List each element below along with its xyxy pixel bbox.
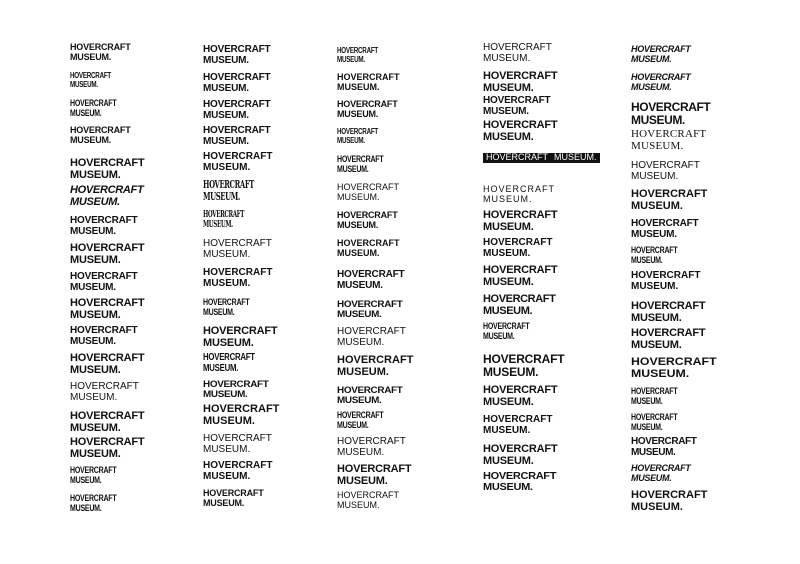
logo-line-museum: MUSEUM. [631,254,663,265]
logo-line-hovercraft: HOVERCRAFT [70,493,117,503]
logo-line-hovercraft: HOVERCRAFT [483,321,530,331]
logo-line-museum: MUSEUM. [483,105,529,117]
logo-variant [70,437,144,461]
logo-variant [337,183,399,202]
logo-line-museum: MUSEUM. [631,500,683,513]
logo-line-museum: MUSEUM. [70,51,112,62]
logo-line-museum: MUSEUM. [203,362,239,374]
logo-variant [631,387,677,406]
logo-line-hovercraft: HOVERCRAFT [70,436,145,448]
logo-line-hovercraft: HOVERCRAFT [337,299,403,309]
logo-variant [631,219,698,241]
logo-line-museum: MUSEUM. [70,447,121,460]
logo-line-museum: MUSEUM. [483,52,531,64]
logo-line-hovercraft: HOVERCRAFT [337,182,400,192]
logo-variant [631,437,696,459]
logo-variant [70,411,144,435]
logo-line-museum: MUSEUM. [551,153,600,163]
logo-line-hovercraft: HOVERCRAFT [631,300,706,312]
logo-line-museum: MUSEUM. [70,79,98,89]
logo-line-hovercraft: HOVERCRAFT [337,99,398,109]
logo-line-hovercraft: HOVERCRAFT [203,488,264,498]
logo-line-museum: MUSEUM. [70,134,112,145]
logo-variant [203,45,270,67]
logo-column-3 [337,0,487,564]
logo-line-hovercraft: HOVERCRAFT [203,125,271,136]
logo-line-museum: MUSEUM. [337,247,380,258]
logo-variant [631,189,707,213]
logo-line-hovercraft: HOVERCRAFT [203,433,272,444]
logo-line-museum: MUSEUM. [337,308,382,319]
logo-line-museum: MUSEUM. [483,424,531,436]
logo-line-hovercraft: HOVERCRAFT [631,463,691,473]
logo-variant [70,494,116,513]
logo-line-hovercraft: HOVERCRAFT [70,71,111,80]
logo-line-hovercraft: HOVERCRAFT [337,490,400,500]
logo-line-hovercraft: HOVERCRAFT [70,381,139,392]
logo-line-hovercraft: HOVERCRAFT [203,325,278,337]
logo-line-hovercraft: HOVERCRAFT [337,46,378,55]
logo-variant [483,71,557,95]
logo-variant [631,271,700,293]
logo-variant [70,382,139,404]
logo-line-museum: MUSEUM. [203,135,249,147]
logo-variant [483,43,552,65]
logo-variant [337,47,378,64]
logo-line-museum: MUSEUM. [337,394,382,405]
logo-line-museum: MUSEUM. [631,472,672,483]
logo-line-museum: MUSEUM. [70,335,116,347]
logo-line-hovercraft: HOVERCRAFT [70,325,138,336]
logo-variant [337,386,402,405]
logo-line-hovercraft: HOVERCRAFT [203,403,280,415]
logo-line-museum: MUSEUM. [70,253,121,266]
logo-line-museum: MUSEUM. [631,311,682,324]
logo-variant [631,328,705,352]
logo-variant [631,45,691,64]
logo-line-hovercraft: HOVERCRAFT [70,465,117,475]
logo-line-hovercraft: HOVERCRAFT [203,210,245,220]
logo-line-hovercraft: HOVERCRAFT [631,188,708,200]
logo-line-hovercraft: HOVERCRAFT [203,151,273,162]
logo-line-hovercraft: HOVERCRAFT [337,210,398,220]
logo-line-hovercraft: HOVERCRAFT [483,42,552,53]
logo-variant [203,434,272,456]
logo-line-museum: MUSEUM. [70,281,116,293]
logo-line-hovercraft: HOVERCRAFT [631,245,678,255]
logo-line-hovercraft: HOVERCRAFT [337,72,400,82]
logo-variant [70,466,116,485]
logo-line-hovercraft: HOVERCRAFT [70,157,145,169]
logo-line-hovercraft: HOVERCRAFT [203,267,273,278]
logo-line-museum: MUSEUM. [203,470,251,482]
logo-variant [203,489,264,508]
logo-line-museum: MUSEUM. [70,168,121,181]
logo-line-museum: MUSEUM. [203,109,249,121]
logo-line-museum: MUSEUM. [631,199,683,212]
logo-line-hovercraft: HOVERCRAFT [203,99,271,110]
logo-column-1 [70,0,220,564]
logo-line-hovercraft: HOVERCRAFT [483,352,565,366]
logo-line-hovercraft: HOVERCRAFT [483,384,558,396]
logo-line-hovercraft: HOVERCRAFT [70,125,131,135]
logo-line-hovercraft: HOVERCRAFT [70,98,117,108]
logo-variant [70,326,137,348]
logo-variant [337,491,399,510]
logo-line-hovercraft: HOVERCRAFT [483,443,558,455]
logo-line-museum: MUSEUM. [203,443,251,455]
logo-line-museum: MUSEUM. [203,248,251,260]
logo-line-hovercraft: HOVERCRAFT [337,326,406,337]
logo-variant [70,185,143,209]
logo-line-museum: MUSEUM. [203,336,254,349]
logo-line-museum: MUSEUM. [631,170,679,182]
logo-line-museum: MUSEUM. [483,130,534,143]
logo-line-hovercraft: HOVERCRAFT [483,153,551,163]
logo-line-hovercraft: HOVERCRAFT [337,436,406,447]
logo-line-hovercraft: HOVERCRAFT [631,327,706,339]
logo-line-museum: MUSEUM. [337,365,389,378]
logo-line-museum: MUSEUM. [631,446,676,458]
logo-variant [70,126,131,145]
logo-line-hovercraft: HOVERCRAFT [70,297,145,309]
logo-line-hovercraft: HOVERCRAFT [203,178,255,191]
logo-variant [70,43,131,62]
logo-line-museum: MUSEUM. [483,364,539,379]
logo-variant [337,155,383,174]
logo-line-museum: MUSEUM. [337,108,379,119]
logo-line-museum: MUSEUM. [70,391,118,403]
logo-line-hovercraft: HOVERCRAFT [631,489,708,501]
logo-line-hovercraft: HOVERCRAFT [203,379,269,389]
logo-variant [203,353,255,375]
logo-line-hovercraft: HOVERCRAFT [70,42,131,52]
logo-variant [70,72,111,89]
logo-column-4 [483,0,633,564]
logo-line-museum: MUSEUM. [631,228,677,240]
logo-variant [483,210,557,234]
logo-variant [483,265,557,289]
logo-line-museum: MUSEUM. [483,395,534,408]
logo-variant [203,461,272,483]
logo-line-museum: MUSEUM. [70,195,120,208]
logo-variant [483,444,557,468]
logo-line-hovercraft: HOVERCRAFT [483,471,557,482]
logo-line-hovercraft: HOVERCRAFT [631,386,678,396]
logo-variant [337,437,406,459]
logo-line-hovercraft: HOVERCRAFT [203,460,273,471]
logo-variant [483,120,557,144]
logo-line-hovercraft: HOVERCRAFT [483,70,558,82]
logo-line-museum: MUSEUM. [70,474,102,485]
logo-line-hovercraft: HOVERCRAFT [483,95,551,106]
logo-line-hovercraft: HOVERCRAFT [631,160,700,171]
logo-line-museum: MUSEUM. [631,395,663,406]
logo-line-museum: MUSEUM. [337,474,388,487]
logo-line-museum: MUSEUM. [631,81,672,92]
logo-variant [203,239,272,261]
logo-line-hovercraft: HOVERCRAFT [70,352,145,364]
logo-line-museum: MUSEUM. [483,454,534,467]
logo-line-museum: MUSEUM. [483,481,533,493]
logo-line-museum: MUSEUM. [70,225,116,237]
logo-line-hovercraft: HOVERCRAFT [631,128,707,140]
logo-line-hovercraft: HOVERCRAFT [70,410,145,422]
logo-line-hovercraft: HOVERCRAFT [337,127,378,136]
logo-variant [203,298,249,317]
logo-line-museum: MUSEUM. [203,82,249,94]
logo-line-museum: MUSEUM. [483,304,533,317]
logo-line-museum: MUSEUM. [631,338,682,351]
logo-variant [70,99,116,118]
logo-line-hovercraft: HOVERCRAFT [337,269,405,280]
logo-line-hovercraft: HOVERCRAFT [631,412,678,422]
logo-line-museum: MUSEUM. [337,279,383,291]
logo-variant [203,268,272,290]
logo-variant [631,357,717,381]
logo-variant [483,415,552,437]
logo-line-museum: MUSEUM. [203,189,240,203]
logo-variant [70,216,137,238]
logo-line-museum: MUSEUM. [203,388,248,399]
logo-line-museum: MUSEUM. [70,363,121,376]
logo-line-hovercraft: HOVERCRAFT [70,242,145,254]
logo-line-hovercraft: HOVERCRAFT [337,410,384,420]
logo-line-hovercraft: HOVERCRAFT [203,72,271,83]
logo-variant [631,161,700,183]
logo-line-hovercraft: HOVERCRAFT [631,436,697,447]
logo-line-museum: MUSEUM. [631,367,690,380]
logo-line-museum: MUSEUM. [203,414,255,427]
logo-variant [337,464,411,488]
logo-variant [203,126,270,148]
logo-variant [203,73,270,95]
logo-line-museum: MUSEUM. [70,502,102,513]
logo-line-hovercraft: HOVERCRAFT [203,44,271,55]
logo-line-museum: MUSEUM. [203,306,235,317]
logo-line-museum: MUSEUM. [337,135,365,145]
logo-line-hovercraft: HOVERCRAFT [483,209,558,221]
logo-variant [203,211,244,230]
logo-variant [631,490,707,514]
logo-variant [631,73,691,92]
logo-variant [337,211,398,230]
logo-line-museum: MUSEUM. [631,112,685,127]
logo-line-museum: MUSEUM. [203,54,249,66]
logo-line-museum: MUSEUM. [337,191,380,202]
logo-line-museum: MUSEUM. [203,161,251,173]
logo-line-museum: MUSEUM. [483,275,534,288]
logo-line-hovercraft: HOVERCRAFT [337,463,412,475]
logo-variant [483,185,555,204]
logo-line-hovercraft: HOVERCRAFT [631,356,717,368]
logo-column-5 [631,0,781,564]
logo-line-museum: MUSEUM. [483,330,515,341]
logo-variant [337,270,404,292]
logo-variant [631,101,710,127]
logo-variant [631,129,706,153]
logo-variant [483,353,564,379]
logo-line-museum: MUSEUM. [631,139,684,152]
logo-variant [483,322,529,341]
logo-line-museum: MUSEUM. [70,421,121,434]
logo-line-museum: MUSEUM. [631,280,679,292]
logo-line-museum: MUSEUM. [70,107,102,118]
logo-line-hovercraft: HOVERCRAFT [203,238,272,249]
logo-line-hovercraft: HOVERCRAFT [337,354,414,366]
logo-variant [337,73,400,92]
logo-line-hovercraft: HOVERCRAFT [203,352,255,363]
logo-column-2 [203,0,353,564]
logo-line-museum: MUSEUM. [203,277,251,289]
logo-line-museum: MUSEUM. [337,446,385,458]
logo-line-hovercraft: HOVERCRAFT [631,218,699,229]
logo-variant [337,355,413,379]
logo-variant [337,300,402,319]
logo-line-museum: MUSEUM. [483,81,534,94]
logo-line-museum: MUSEUM. [631,421,663,432]
logo-variant [483,294,555,318]
logo-variant [631,464,691,483]
logo-line-hovercraft: HOVERCRAFT [203,297,250,307]
logo-variant [337,239,400,258]
logo-variant [337,411,383,430]
logo-variant [631,246,677,265]
logo-line-museum: MUSEUM. [483,193,533,204]
logo-line-museum: MUSEUM. [483,247,531,259]
logo-variant [203,380,268,399]
logo-variant [203,100,270,122]
logo-line-museum: MUSEUM. [337,163,369,174]
logo-line-museum: MUSEUM. [337,499,380,510]
logo-variant [483,152,600,163]
logo-line-hovercraft: HOVERCRAFT [337,238,400,248]
logo-line-hovercraft: HOVERCRAFT [483,237,553,248]
logo-line-hovercraft: HOVERCRAFT [483,119,558,131]
logo-line-museum: MUSEUM. [203,497,245,508]
logo-variant [483,385,557,409]
logo-variant [631,301,705,325]
logo-line-hovercraft: HOVERCRAFT [631,100,711,114]
logo-variant [483,238,552,260]
logo-line-hovercraft: HOVERCRAFT [631,72,691,82]
logo-variant [203,179,254,203]
logo-line-museum: MUSEUM. [337,419,369,430]
logo-variant [70,158,144,182]
logo-variant [203,152,272,174]
logo-line-museum: MUSEUM. [337,81,380,92]
logo-variant [70,272,137,294]
logo-line-hovercraft: HOVERCRAFT [70,184,144,196]
logo-variant [203,326,277,350]
logo-line-museum: MUSEUM. [483,220,534,233]
logo-line-hovercraft: HOVERCRAFT [483,264,558,276]
logo-variant [70,353,144,377]
logo-line-hovercraft: HOVERCRAFT [483,293,556,305]
logo-line-museum: MUSEUM. [70,308,121,321]
logo-variant [483,96,550,118]
logo-line-museum: MUSEUM. [203,219,233,230]
logo-variant [483,472,556,494]
logo-variant [203,404,279,428]
logo-line-hovercraft: HOVERCRAFT [631,44,691,54]
logo-line-hovercraft: HOVERCRAFT [70,215,138,226]
logo-line-hovercraft: HOVERCRAFT [483,414,553,425]
logo-line-museum: MUSEUM. [337,54,365,64]
logo-variant [337,100,398,119]
logo-variant [337,327,406,349]
logo-line-hovercraft: HOVERCRAFT [631,270,701,281]
logo-line-hovercraft: HOVERCRAFT [337,154,384,164]
logo-variant [70,243,144,267]
logo-variant [631,413,677,432]
logo-line-hovercraft: HOVERCRAFT [70,271,138,282]
logo-variant [337,128,378,145]
logo-line-hovercraft: HOVERCRAFT [483,184,556,194]
logo-line-hovercraft: HOVERCRAFT [337,385,403,395]
logo-line-museum: MUSEUM. [337,336,385,348]
logo-variant [70,298,144,322]
logo-line-museum: MUSEUM. [337,219,379,230]
logo-line-museum: MUSEUM. [631,53,672,64]
